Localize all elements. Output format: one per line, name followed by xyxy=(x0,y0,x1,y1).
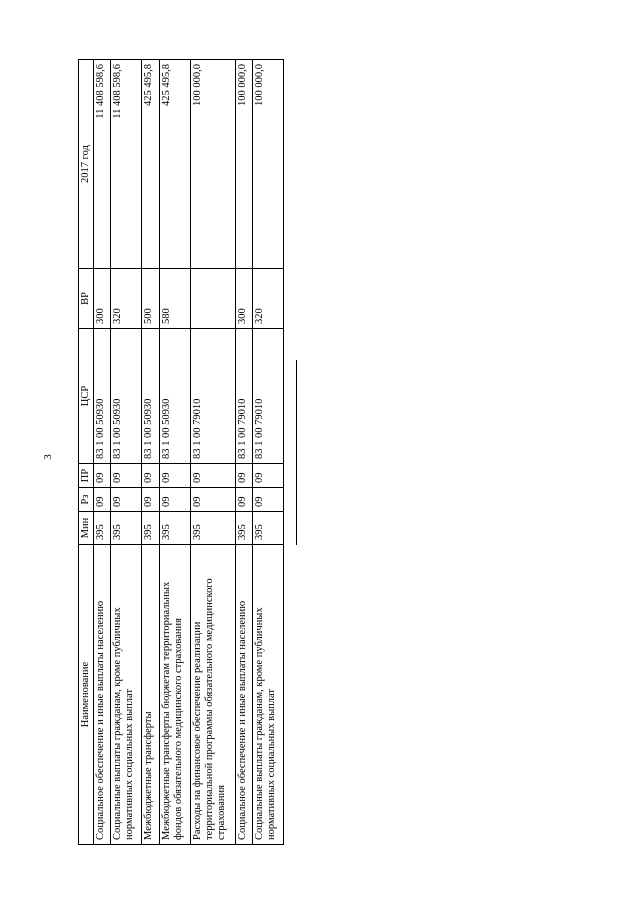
table-row xyxy=(159,60,190,845)
cell-amount: 100 000,0 xyxy=(252,60,283,269)
cell-min: 395 xyxy=(111,512,142,545)
cell-csr: 83 1 00 50930 xyxy=(142,329,159,464)
cell-rz: 09 xyxy=(111,488,142,512)
header-name: Наименование xyxy=(79,545,94,845)
cell-pr: 09 xyxy=(235,464,252,488)
cell-amount: 100 000,0 xyxy=(235,60,252,269)
cell-vr: 320 xyxy=(111,269,142,329)
cell-vr xyxy=(190,269,235,329)
cell-amount: 11 408 598,6 xyxy=(111,60,142,269)
cell-vr: 580 xyxy=(159,269,190,329)
header-csr: ЦСР xyxy=(79,329,94,464)
cell-csr: 83 1 00 79010 xyxy=(190,329,235,464)
cell-vr: 320 xyxy=(252,269,283,329)
table-row xyxy=(252,60,283,845)
cell-amount: 425 495,8 xyxy=(142,60,159,269)
cell-vr: 300 xyxy=(94,269,111,329)
cell-name: Социальные выплаты гражданам, кроме публичных нормативных социальных выплат xyxy=(252,545,283,845)
cell-min: 395 xyxy=(142,512,159,545)
cell-name: Социальное обеспечение и иные выплаты населению xyxy=(235,545,252,845)
cell-vr: 300 xyxy=(235,269,252,329)
cell-name: Расходы на финансовое обеспечение реализации территориальной программы обязательного медицинского страхования xyxy=(190,545,235,845)
table-row xyxy=(190,60,235,845)
cell-amount: 425 495,8 xyxy=(159,60,190,269)
cell-min: 395 xyxy=(235,512,252,545)
header-amount: 2017 год xyxy=(79,60,94,269)
table-row xyxy=(235,60,252,845)
cell-min: 395 xyxy=(159,512,190,545)
cell-rz: 09 xyxy=(142,488,159,512)
rotated-table-container xyxy=(78,60,284,845)
cell-min: 395 xyxy=(94,512,111,545)
header-pr: ПР xyxy=(79,464,94,488)
cell-rz: 09 xyxy=(252,488,283,512)
cell-rz: 09 xyxy=(159,488,190,512)
header-rz: Рз xyxy=(79,488,94,512)
cell-csr: 83 1 00 50930 xyxy=(94,329,111,464)
table-row xyxy=(111,60,142,845)
cell-pr: 09 xyxy=(142,464,159,488)
cell-pr: 09 xyxy=(159,464,190,488)
cell-amount: 100 000,0 xyxy=(190,60,235,269)
page-number: 3 xyxy=(42,454,54,460)
cell-csr: 83 1 00 79010 xyxy=(235,329,252,464)
cell-csr: 83 1 00 50930 xyxy=(159,329,190,464)
cell-name: Социальные выплаты гражданам, кроме публичных нормативных социальных выплат xyxy=(111,545,142,845)
header-min: Мин xyxy=(79,512,94,545)
cell-vr: 500 xyxy=(142,269,159,329)
table-row xyxy=(142,60,159,845)
cell-rz: 09 xyxy=(190,488,235,512)
header-vr: ВР xyxy=(79,269,94,329)
separator-line xyxy=(296,360,297,545)
cell-name: Межбюджетные трансферты xyxy=(142,545,159,845)
cell-pr: 09 xyxy=(252,464,283,488)
cell-min: 395 xyxy=(252,512,283,545)
cell-pr: 09 xyxy=(94,464,111,488)
table-row xyxy=(94,60,111,845)
table-header-row xyxy=(79,60,94,845)
cell-name: Социальное обеспечение и иные выплаты населению xyxy=(94,545,111,845)
cell-rz: 09 xyxy=(94,488,111,512)
cell-pr: 09 xyxy=(190,464,235,488)
cell-rz: 09 xyxy=(235,488,252,512)
cell-csr: 83 1 00 50930 xyxy=(111,329,142,464)
cell-csr: 83 1 00 79010 xyxy=(252,329,283,464)
cell-pr: 09 xyxy=(111,464,142,488)
cell-amount: 11 408 598,6 xyxy=(94,60,111,269)
budget-table xyxy=(78,59,284,845)
cell-min: 395 xyxy=(190,512,235,545)
cell-name: Межбюджетные трансферты бюджетам территориальных фондов обязательного медицинского страхования xyxy=(159,545,190,845)
